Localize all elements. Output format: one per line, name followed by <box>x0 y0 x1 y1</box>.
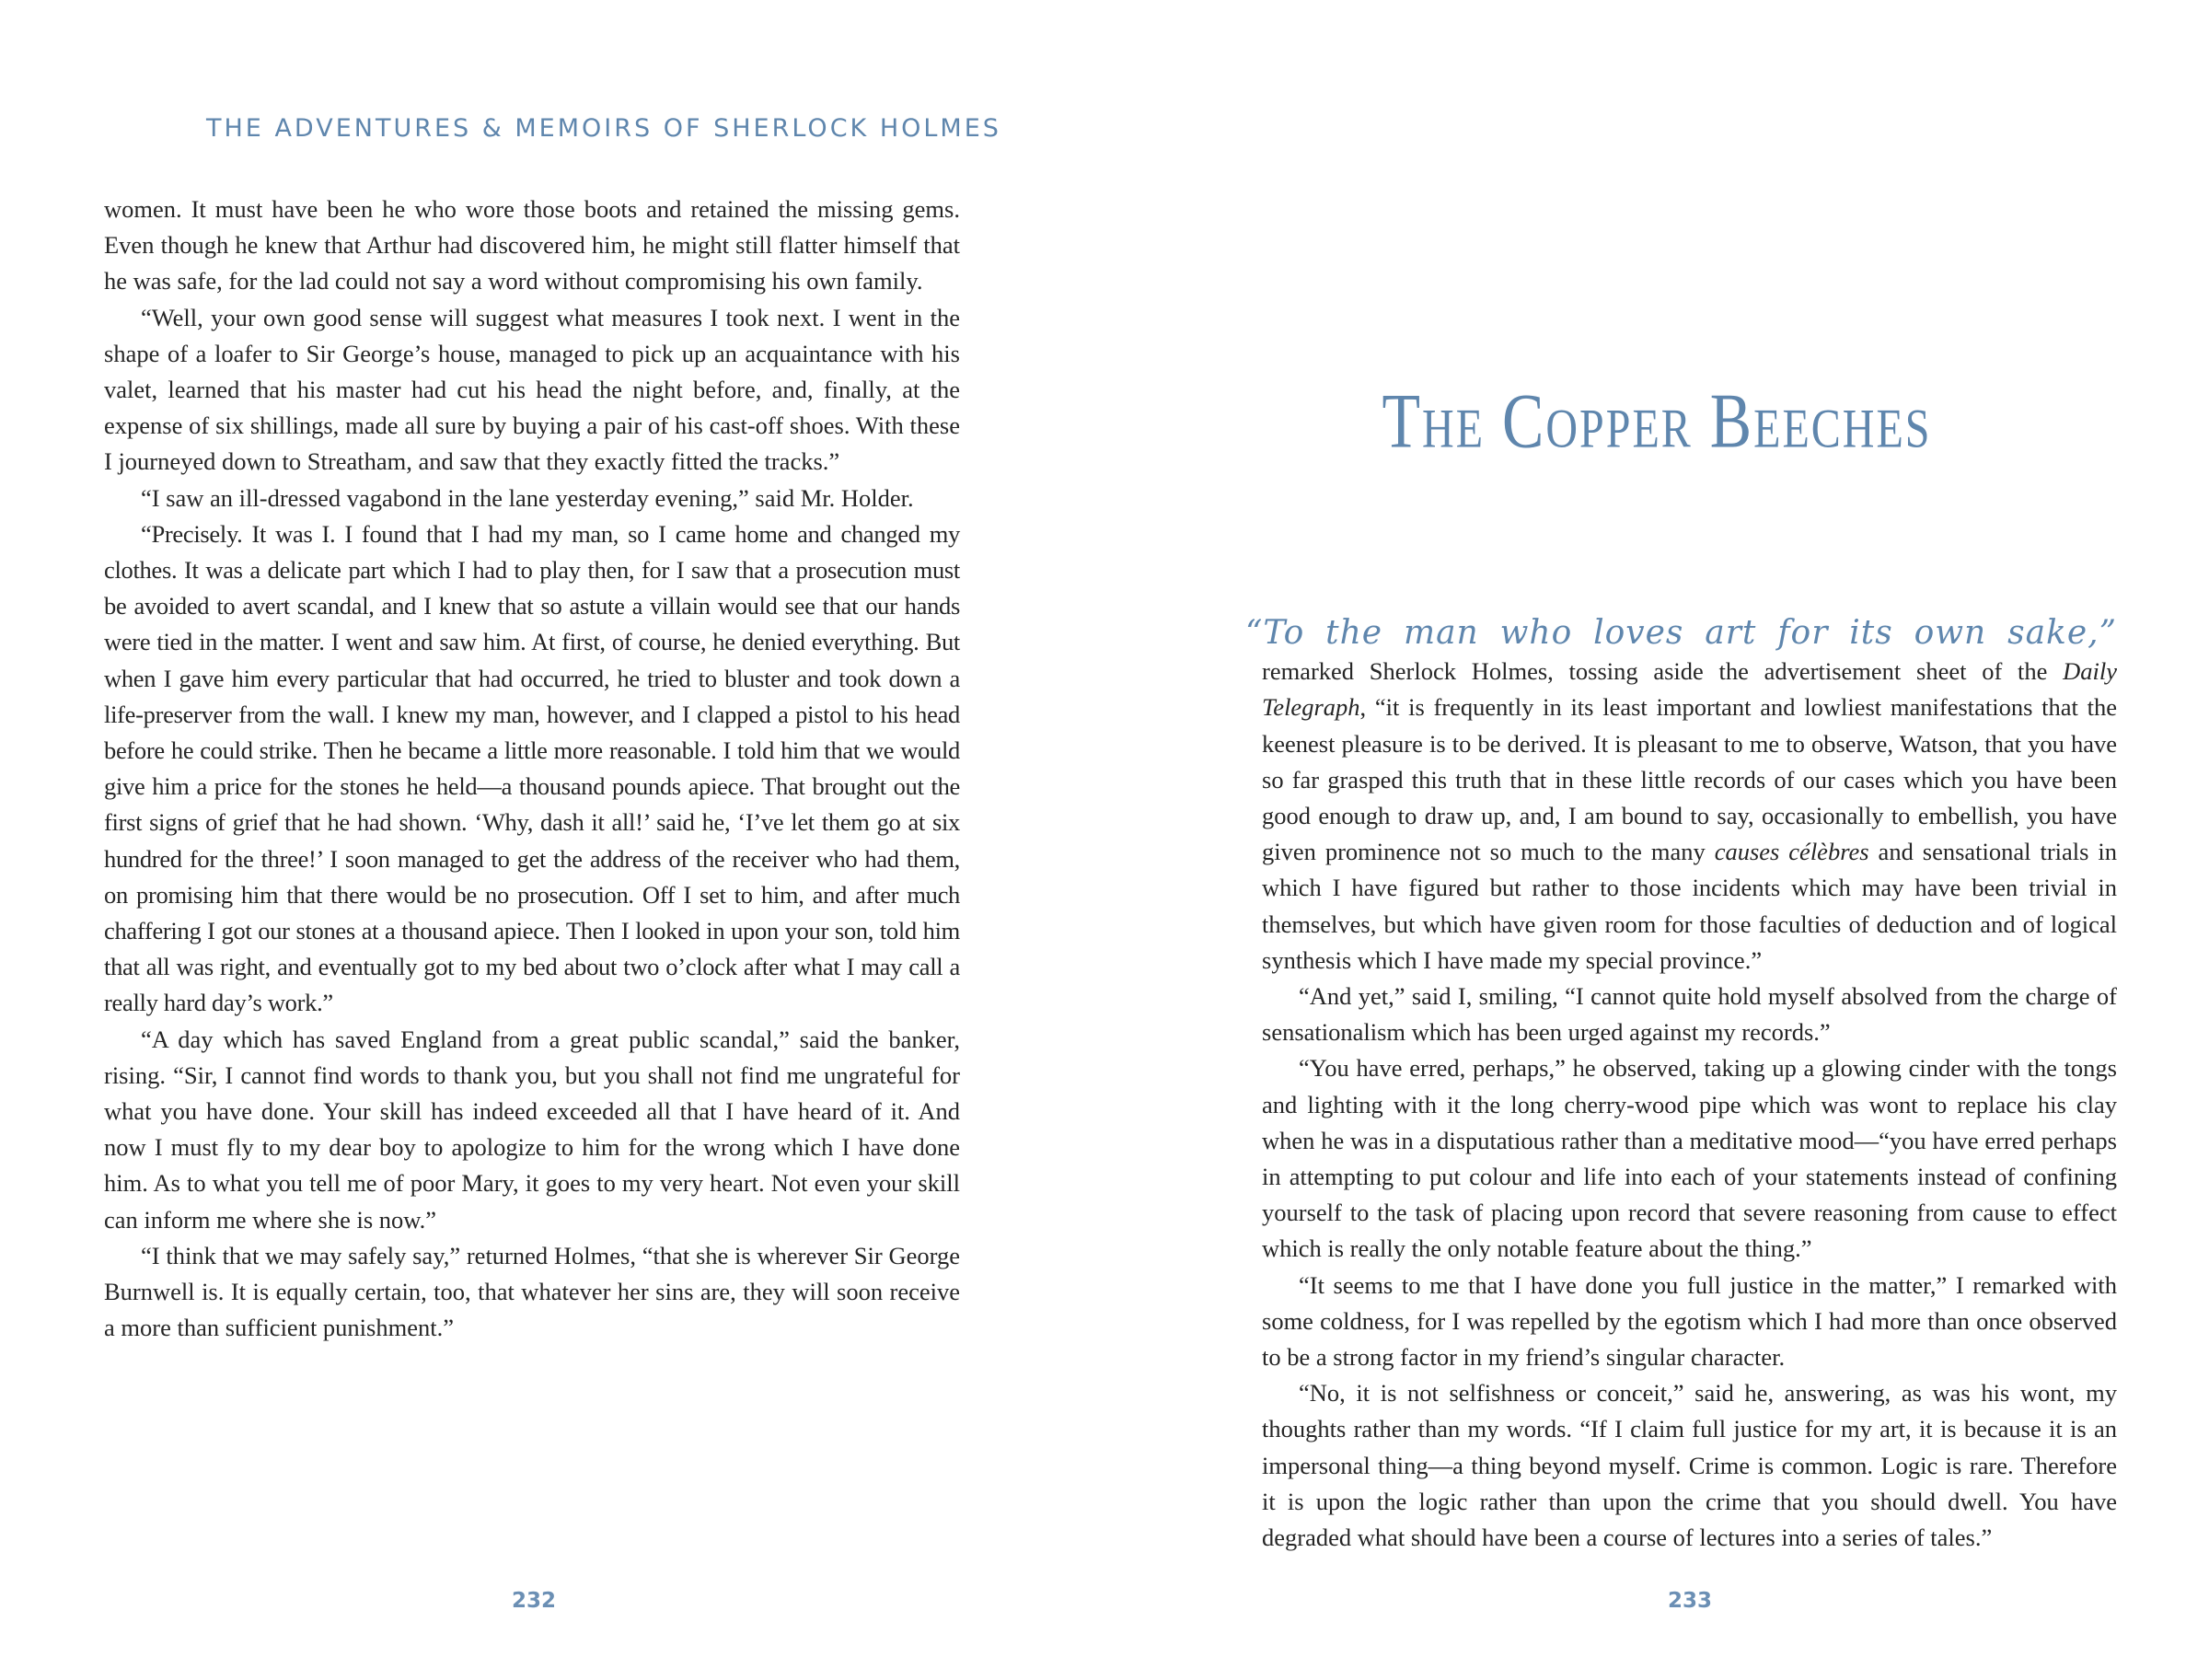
paragraph: “A day which has saved England from a great public scandal,” said the banker, rising. “Sir, I cannot find words to thank you, but you shall not find me ungrateful for what you have done. Your skill has indeed exceeded all that I have heard of it. And now I must fly to my dear boy to apologize to him for the wrong which I have done him. As to what you tell me of poor Mary, it goes to my very heart. Not even your skill can inform me where she is now.” <box>104 1025 960 1234</box>
left-body-text <box>104 191 960 1347</box>
paragraph: “It seems to me that I have done you full justice in the matter,” I remarked with some coldness, for I was repelled by the egotism which I had more than once observed to be a strong factor in my friend’s singular character. <box>1262 1270 2117 1372</box>
page-number: 233 <box>1668 1589 1713 1613</box>
running-head: THE ADVENTURES & MEMOIRS OF SHERLOCK HOLMES <box>206 114 1001 143</box>
italic-phrase: causes célèbres <box>1714 838 1869 866</box>
newspaper-title: Daily Telegraph <box>1262 657 2117 722</box>
left-page <box>0 0 1104 1680</box>
chapter-title: The Copper Beeches <box>1382 377 1932 465</box>
paragraph: “Well, your own good sense will suggest what measures I took next. I went in the shape of a loafer to Sir George’s house, managed to pick up an acquaintance with his valet, learned that his master had cut his head the night before, and, finally, at the expense of six shillings, made all sure by buying a pair of his cast-off shoes. With these I journeyed down to Streatham, and saw that they exactly fitted the tracks.” <box>104 303 960 476</box>
paragraph: “And yet,” said I, smiling, “I cannot quite hold myself absolved from the charge of sensationalism which has been urged against my records.” <box>1262 982 2117 1047</box>
paragraph: “You have erred, perhaps,” he observed, taking up a glowing cinder with the tongs and lighting with it the long cherry-wood pipe which was wont to replace his clay when he was in a disputatious rather than a meditative mood—“you have erred perhaps in attempting to put colour and life into each of your statements instead of confining yourself to the task of placing upon record that severe reasoning from cause to effect which is really the only notable feature about the thing.” <box>1262 1054 2117 1263</box>
opening-script-quote: “To the man who loves art for its own sake,” <box>1245 614 2117 652</box>
paragraph: “I think that we may safely say,” returned Holmes, “that she is wherever Sir George Burnwell is. It is equally certain, too, that whatever her sins are, they will soon receive a more than sufficient punishment.” <box>104 1241 960 1342</box>
right-page <box>1104 0 2209 1680</box>
opening-paragraph <box>1245 614 2118 979</box>
text-run: , “it is frequently in its least important and lowliest manifestations that the keenest pleasure is to be derived. It is pleasant to me to observe, Watson, that you have so far grasped this truth that in these little records of our cases which you have been good enough to draw up, and, I am bound to say, occasionally to embellish, you have given prominence not so much to the many <box>1262 693 2117 866</box>
paragraph: women. It must have been he who wore those boots and retained the missing gems. Even though he knew that Arthur had discovered him, he might still flatter himself that he was safe, for the lad could not say a word without compromising his own family. <box>104 195 960 295</box>
text-run: remarked Sherlock Holmes, tossing aside the advertisement sheet of the <box>1262 657 2064 686</box>
page-number: 232 <box>512 1589 557 1613</box>
paragraph: “I saw an ill-dressed vagabond in the lane yesterday evening,” said Mr. Holder. <box>141 483 914 512</box>
paragraph: “Precisely. It was I. I found that I had my man, so I came home and changed my clothes. It was a delicate part which I had to play then, for I saw that a prosecution must be avoided to avert scandal, and I knew that so astute a villain would see that our hands were tied in the matter. I went and saw him. At first, of course, he denied everything. But when I gave him every particular that had occurred, he tried to bluster and took down a life-preserver from the wall. I knew my man, however, and I clapped a pistol to his head before he could strike. Then he became a little more reasonable. I told him that we would give him a price for the stones he held—a thousand pounds apiece. That brought out the first signs of grief that he had shown. ‘Why, dash it all!’ said he, ‘I’ve let them go at six hundred for the three!’ I soon managed to get the address of the receiver who had them, on promising him that there would be no prosecution. Off I set to him, and after much chaffering I got our stones at a thousand apiece. Then I looked in upon your son, told him that all was right, and eventually got to my bed about two o’clock after what I may call a really hard day’s work.” <box>104 519 960 1017</box>
text-run: and sensational trials in which I have figured but rather to those incidents which may have been trivial in themselves, but which have given room for those faculties of deduction and of logical synthesis which I have made my special province.” <box>1262 838 2118 974</box>
paragraph: “No, it is not selfishness or conceit,” said he, answering, as was his wont, my thoughts rather than my words. “If I claim full justice for my art, it is because it is an impersonal thing—a thing beyond myself. Crime is common. Logic is rare. Therefore it is upon the logic rather than upon the crime that you should dwell. You have degraded what should have been a course of lectures into a series of tales.” <box>1262 1379 2117 1552</box>
right-body-text <box>1245 614 2118 1556</box>
